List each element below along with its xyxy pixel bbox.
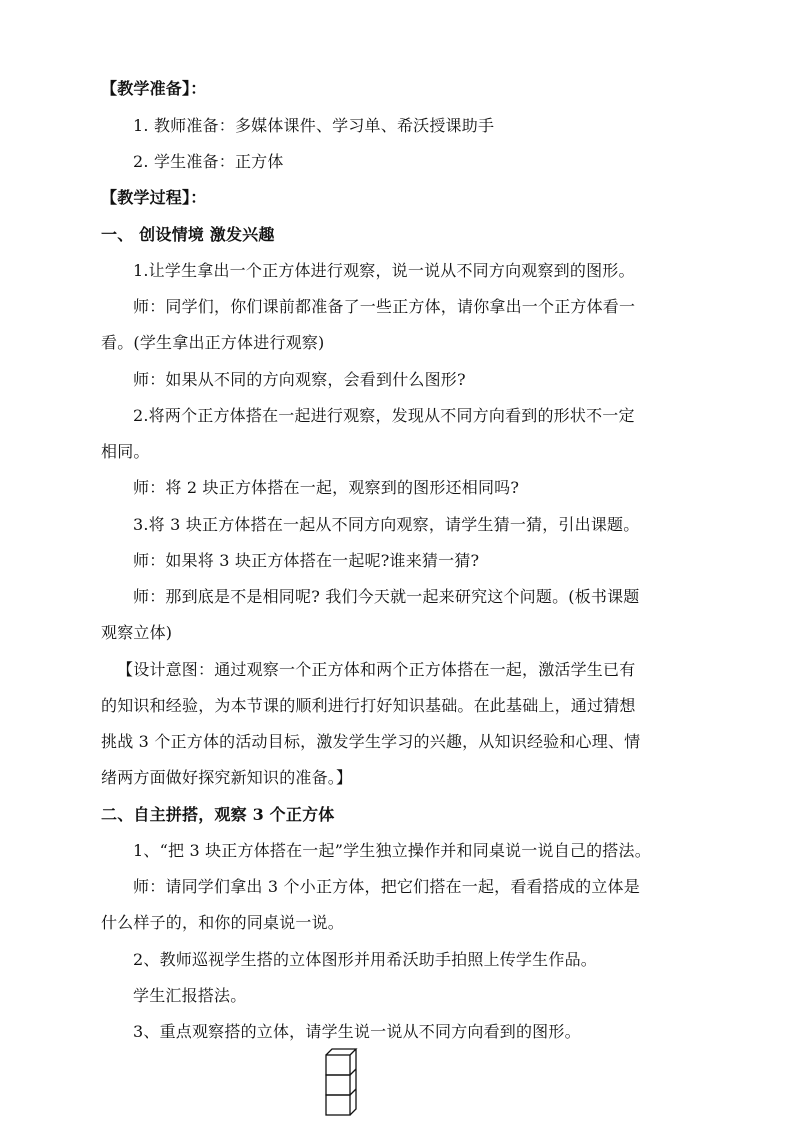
section-two-step-2: 2、教师巡视学生搭的立体图形并用希沃助手拍照上传学生作品。 [133, 950, 597, 969]
section-one-title: 一、 创设情境 激发兴趣 [101, 225, 275, 244]
stacked-cubes-figure [322, 1046, 362, 1116]
design-intent-line-4: 绪两方面做好探究新知识的准备。】 [101, 768, 353, 787]
student-preparation-item: 2. 学生准备：正方体 [133, 152, 284, 171]
cube-top-front-face [326, 1055, 350, 1075]
section-two-step-3: 3、重点观察搭的立体，请学生说一说从不同方向看到的图形。 [133, 1022, 581, 1041]
section-one-dialogue-3: 师：将 2 块正方体搭在一起，观察到的图形还相同吗? [133, 478, 520, 497]
cube-side-edge [350, 1049, 356, 1115]
section-two-title: 二、自主拼搭，观察 3 个正方体 [101, 805, 335, 824]
teacher-preparation-item: 1. 教师准备：多媒体课件、学习单、希沃授课助手 [133, 116, 495, 135]
section-two-step-1: 1、“把 3 块正方体搭在一起”学生独立操作并和同桌说一说自己的搭法。 [133, 841, 651, 860]
cube-side-divider-2 [350, 1089, 356, 1095]
teaching-preparation-heading: 【教学准备】： [101, 79, 207, 98]
cube-bottom-front-face [326, 1095, 350, 1115]
section-one-dialogue-1a: 师：同学们，你们课前都准备了一些正方体，请你拿出一个正方体看一 [133, 297, 636, 316]
section-one-step-3: 3.将 3 块正方体搭在一起从不同方向观察，请学生猜一猜，引出课题。 [133, 515, 640, 534]
section-one-dialogue-1b: 看。(学生拿出正方体进行观察) [101, 333, 325, 352]
cube-top-face [326, 1049, 356, 1055]
section-two-dialogue-1a: 师：请同学们拿出 3 个小正方体，把它们搭在一起，看看搭成的立体是 [133, 877, 640, 896]
section-one-dialogue-5b: 观察立体) [101, 623, 173, 642]
section-one-step-2b: 相同。 [101, 442, 150, 461]
section-two-dialogue-1b: 什么样子的，和你的同桌说一说。 [101, 913, 345, 932]
design-intent-line-2: 的知识和经验，为本节课的顺利进行打好知识基础。在此基础上，通过猜想 [101, 696, 636, 715]
section-one-dialogue-2: 师：如果从不同的方向观察，会看到什么图形? [133, 370, 466, 389]
section-two-student-report: 学生汇报搭法。 [133, 986, 247, 1005]
section-one-step-2a: 2.将两个正方体搭在一起进行观察，发现从不同方向看到的形状不一定 [133, 406, 635, 425]
section-one-dialogue-4: 师：如果将 3 块正方体搭在一起呢?谁来猜一猜? [133, 551, 480, 570]
section-one-dialogue-5a: 师：那到底是不是相同呢? 我们今天就一起来研究这个问题。(板书课题 [133, 587, 640, 606]
design-intent-line-3: 挑战 3 个正方体的活动目标，激发学生学习的兴趣，从知识经验和心理、情 [101, 732, 641, 751]
section-one-step-1: 1.让学生拿出一个正方体进行观察，说一说从不同方向观察到的图形。 [133, 261, 635, 280]
cube-middle-front-face [326, 1075, 350, 1095]
teaching-process-heading: 【教学过程】： [101, 188, 207, 207]
design-intent-line-1: 【设计意图：通过观察一个正方体和两个正方体搭在一起，激活学生已有 [117, 660, 636, 679]
cube-side-divider-1 [350, 1069, 356, 1075]
